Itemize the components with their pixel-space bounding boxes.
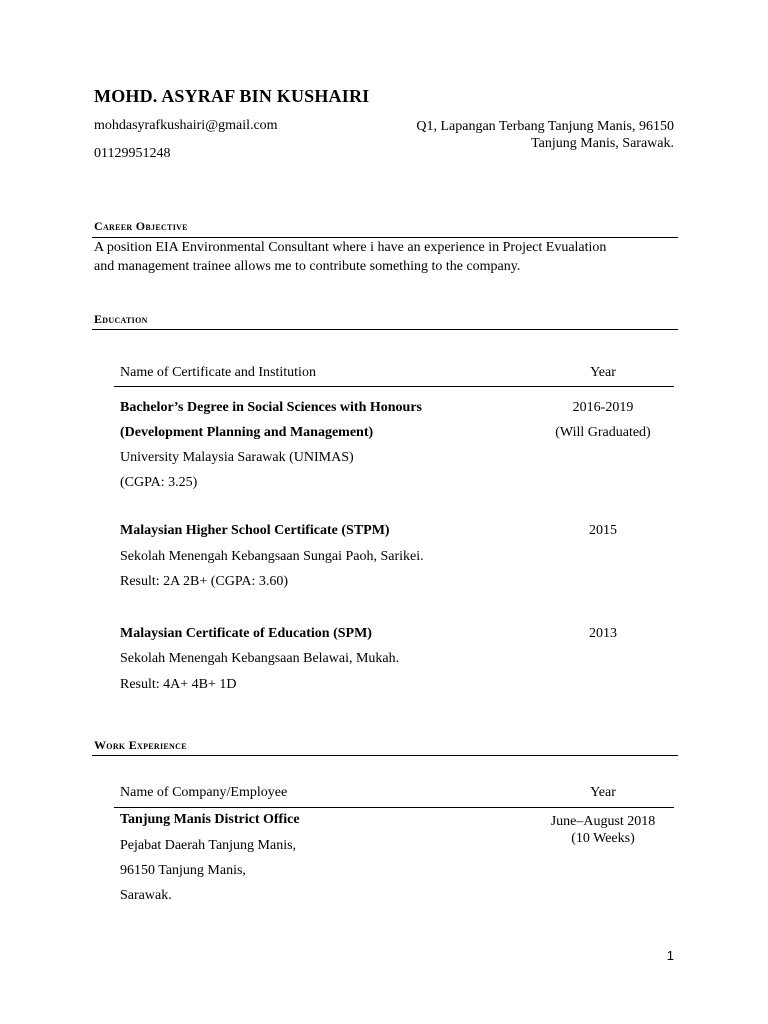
work-table-rule — [114, 807, 674, 808]
work-duration: (10 Weeks) — [571, 831, 635, 846]
objective-line-1: A position EIA Environmental Consultant where i have an experience in Project Evualation — [94, 240, 607, 255]
education-entry-title: Malaysian Certificate of Education (SPM) — [120, 626, 372, 641]
education-entry-result: Result: 2A 2B+ (CGPA: 3.60) — [120, 574, 289, 589]
education-table-rule — [114, 386, 674, 387]
education-col-year: Year — [590, 365, 616, 380]
education-entry-institution: Sekolah Menengah Kebangsaan Belawai, Mukah. — [120, 651, 400, 666]
address-line-2: Tanjung Manis, Sarawak. — [531, 136, 674, 151]
career-objective-text — [94, 238, 680, 276]
education-entry-title: Malaysian Higher School Certificate (STPM) — [120, 523, 390, 538]
work-col-year: Year — [590, 785, 616, 800]
education-entry-title: Bachelor’s Degree in Social Sciences with Honours — [120, 400, 423, 415]
work-entry-address-2: 96150 Tanjung Manis, — [120, 863, 246, 878]
phone-text: 01129951248 — [94, 146, 171, 161]
work-entry-company: Tanjung Manis District Office — [120, 812, 300, 827]
education-heading: Education — [94, 312, 148, 326]
work-period: June–August 2018 — [550, 814, 656, 829]
work-entry-address-3: Sarawak. — [120, 888, 172, 903]
year-note: (Will Graduated) — [555, 425, 651, 440]
education-entry-year — [528, 395, 678, 445]
work-entry-address-1: Pejabat Daerah Tanjung Manis, — [120, 838, 297, 853]
email-text: mohdasyrafkushairi@gmail.com — [94, 118, 278, 133]
objective-line-2: and management trainee allows me to contribute something to the company. — [94, 259, 521, 274]
education-entry-year: 2015 — [589, 523, 617, 538]
page-number: 1 — [666, 948, 674, 963]
work-experience-heading: Work Experience — [94, 738, 187, 752]
work-col-name: Name of Company/Employee — [120, 785, 288, 800]
education-col-name: Name of Certificate and Institution — [120, 365, 316, 380]
education-entry-institution: Sekolah Menengah Kebangsaan Sungai Paoh, Sarikei. — [120, 549, 424, 564]
career-objective-heading: Career Objective — [94, 219, 188, 233]
work-entry-year — [528, 813, 678, 847]
education-entry-institution: University Malaysia Sarawak (UNIMAS) — [120, 450, 354, 465]
address-block — [416, 118, 674, 152]
education-entry-year: 2013 — [589, 626, 617, 641]
address-line-1: Q1, Lapangan Terbang Tanjung Manis, 96150 — [416, 119, 674, 134]
education-entry-result: (CGPA: 3.25) — [120, 475, 198, 490]
education-entry-result: Result: 4A+ 4B+ 1D — [120, 677, 237, 692]
education-rule — [92, 329, 678, 330]
work-experience-rule — [92, 755, 678, 756]
education-entry-title-cont: (Development Planning and Management) — [120, 425, 374, 440]
year-range: 2016-2019 — [572, 400, 634, 415]
applicant-name: MOHD. ASYRAF BIN KUSHAIRI — [94, 86, 370, 106]
